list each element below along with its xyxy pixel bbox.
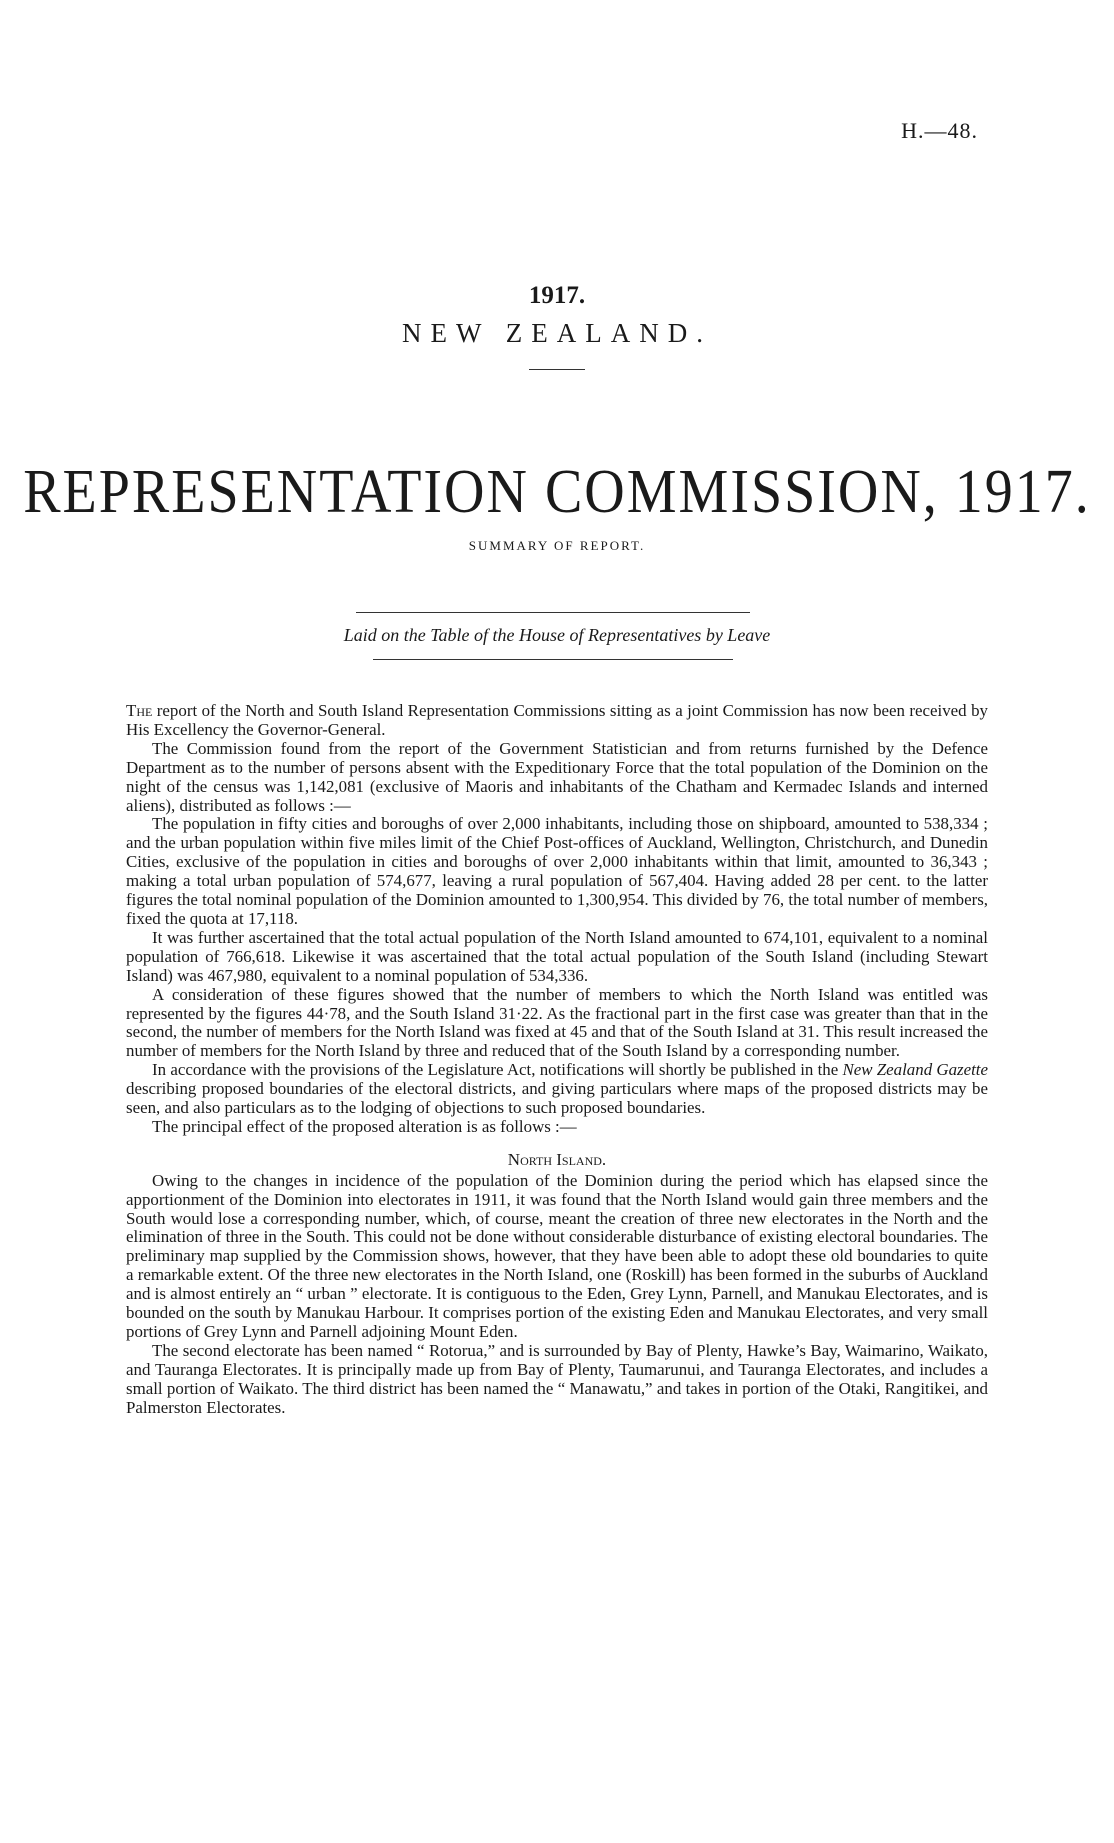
divider-rule: [373, 659, 733, 660]
paragraph: A consideration of these figures showed that the number of members to which the North Island was entitled was represented by the figures 44·78, and the South Island 31·22. As the fractional part in the first case was greater than that in the second, the number of members for the North Island was fixed at 45 and that of the South Island at 31. This result increased the number of members for the North Island by three and reduced that of the South Island by a corresponding number.: [126, 984, 988, 1061]
paragraph: The Commission found from the report of the Government Statistician and from returns furnished by the Defence Department as to the number of persons absent with the Expeditionary Force that the total population of the Dominion on the night of the census was 1,142,081 (exclusive of Maoris and inhabitants of the Chatham and Kermadec Islands and interned aliens), distributed as follows :—: [126, 738, 988, 815]
page-reference: H.—48.: [901, 118, 978, 143]
paragraph: [126, 702, 988, 740]
document-subtitle: SUMMARY OF REPORT.: [468, 538, 646, 553]
paragraph: [126, 1061, 988, 1118]
report-body: [126, 702, 988, 1418]
gazette-title: New Zealand Gazette: [842, 1060, 988, 1080]
paragraph-text: report of the North and South Island Representation Commissions sitting as a joint Commission has now been received by His Excellency the Governor-General.: [126, 701, 988, 739]
paragraph: The principal effect of the proposed alteration is as follows :—: [152, 1116, 577, 1136]
country-heading: NEW ZEALAND.: [402, 318, 712, 348]
paragraph-text: describing proposed boundaries of the electoral districts, and giving particulars where maps of the proposed districts may be seen, and also particulars as to the lodging of objections to such proposed boundaries.: [126, 1079, 988, 1118]
document-year: 1917.: [528, 282, 586, 309]
laid-on-table-line: Laid on the Table of the House of Representatives by Leave: [343, 625, 771, 645]
paragraph: It was further ascertained that the total actual population of the North Island amounted to 674,101, equivalent to a nominal population of 766,618. Likewise it was ascertained that the total actual population of the South Island (including Stewart Island) was 467,980, equivalent to a nominal population of 534,336.: [126, 927, 988, 985]
paragraph-text: In accordance with the provisions of the Legislature Act, notifications will shortly be published in the: [152, 1060, 843, 1080]
paragraph: The population in fifty cities and boroughs of over 2,000 inhabitants, including those on shipboard, amounted to 538,334 ; and the urban population within five miles limit of the Chief Post-offices of Auckland, Wellington, Christchurch, and Dunedin Cities, exclusive of the population in cities and boroughs of over 2,000 inhabitants within that limit, amounted to 36,343 ; making a total urban population of 574,677, leaving a rural population of 567,404. Having added 28 per cent. to the latter figures the total nominal population of the Dominion amounted to 1,300,954. This divided by 76, the total number of members, fixed the quota at 17,118.: [126, 814, 988, 928]
divider-rule: [529, 369, 585, 370]
section-heading: North Island.: [507, 1149, 607, 1169]
paragraph: The second electorate has been named “ Rotorua,” and is surrounded by Bay of Plenty, Hawke’s Bay, Waimarino, Waikato, and Tauranga Electorates. It is principally made up from Bay of Plenty, Taumarunui, and Tauranga Electorates, and includes a small portion of Waikato. The third district has been named the “ Manawatu,” and takes in portion of the Otaki, Rangitikei, and Palmerston Electorates.: [126, 1340, 988, 1417]
divider-rule: [356, 612, 750, 613]
document-title: REPRESENTATION COMMISSION, 1917.: [23, 457, 1091, 527]
paragraph: Owing to the changes in incidence of the population of the Dominion during the period which has elapsed since the apportionment of the Dominion into electorates in 1911, it was found that the North Island would gain three members and the South would lose a corresponding number, which, of course, meant the creation of three new electorates in the North and the elimination of three in the South. This could not be done without considerable disturbance of existing electoral boundaries. The preliminary map supplied by the Commission shows, however, that they have been able to adopt these old boundaries to quite a remarkable extent. Of the three new electorates in the North Island, one (Roskill) has been formed in the suburbs of Auckland and is almost entirely an “ urban ” electorate. It is contiguous to the Eden, Grey Lynn, Parnell, and Manukau Electorates, and is bounded on the south by Manukau Harbour. It comprises portion of the existing Eden and Manukau Electorates, and very small portions of Grey Lynn and Parnell adjoining Mount Eden.: [126, 1170, 988, 1341]
paragraph-lead: The: [126, 701, 153, 720]
